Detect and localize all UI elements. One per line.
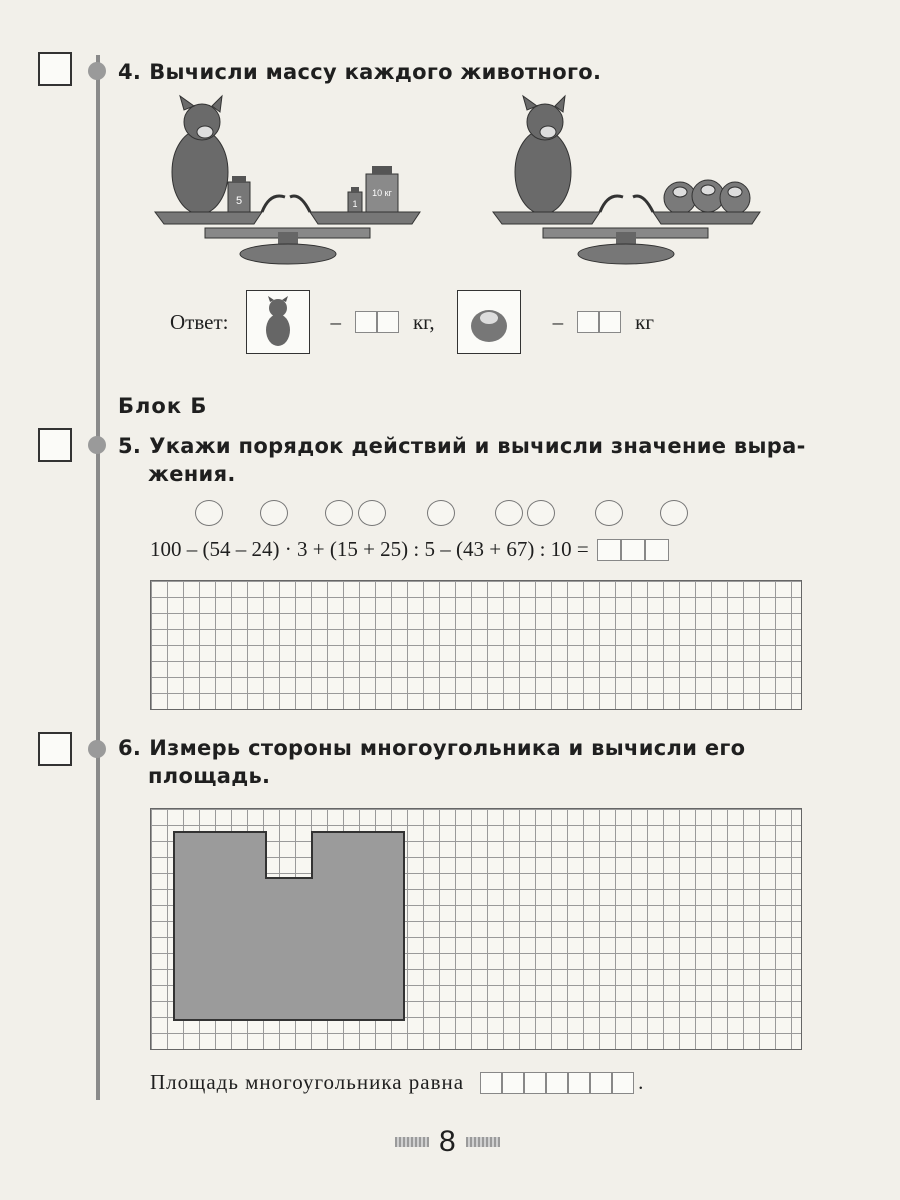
task5-answer-field[interactable] [597, 539, 669, 561]
task5-title-continuation: жения. [148, 462, 236, 486]
task4-title: 4. Вычисли массу каждого животного. [118, 60, 602, 84]
puppy-icon [465, 300, 513, 344]
puppy-answer-field[interactable] [577, 311, 621, 333]
polygon-shape [150, 808, 800, 1048]
page-bar-left [395, 1137, 429, 1147]
answer-label: Ответ: [170, 309, 229, 334]
unit-kg-2: кг [635, 309, 654, 334]
task5-checkbox[interactable] [38, 428, 72, 462]
unit-kg-1: кг, [412, 309, 435, 334]
page-number: 8 [439, 1125, 456, 1158]
task6-checkbox[interactable] [38, 732, 72, 766]
weight-10kg-icon [366, 166, 398, 212]
task5-expression: 100 – (54 – 24) · 3 + (15 + 25) : 5 – (43 + 67) : 10 = [150, 537, 589, 561]
order-circle[interactable] [358, 500, 386, 526]
area-answer-field[interactable] [480, 1072, 634, 1094]
dash-1: – [330, 309, 341, 334]
task5-expression-row [150, 537, 669, 562]
weight-1-icon [348, 187, 362, 212]
order-circle[interactable] [427, 500, 455, 526]
weight-1-label: 1 [352, 199, 358, 209]
order-circle[interactable] [595, 500, 623, 526]
area-period: . [638, 1070, 644, 1094]
scale-with-dog-illustration [150, 92, 425, 270]
area-label: Площадь многоугольника равна [150, 1070, 465, 1094]
task4-answer-row [170, 290, 654, 354]
weight-5-icon [228, 176, 250, 212]
order-circle[interactable] [495, 500, 523, 526]
puppies-icon [664, 180, 750, 214]
task5-workspace-grid[interactable] [150, 580, 802, 710]
order-circle[interactable] [527, 500, 555, 526]
task5-bullet-icon [88, 436, 106, 454]
order-circle[interactable] [660, 500, 688, 526]
task5-title: 5. Укажи порядок действий и вычисли значение выра- [118, 434, 806, 458]
task6-answer-row [150, 1070, 643, 1095]
dog-icon [256, 296, 300, 348]
page-footer [395, 1125, 500, 1159]
task6-title: 6. Измерь стороны многоугольника и вычисли его [118, 736, 746, 760]
block-b-heading: Блок Б [118, 394, 208, 418]
dog-answer-field[interactable] [355, 311, 399, 333]
task6-bullet-icon [88, 740, 106, 758]
weight-10kg-label: 10 кг [372, 188, 392, 198]
task4-bullet-icon [88, 62, 106, 80]
order-circle[interactable] [325, 500, 353, 526]
weight-5-label: 5 [235, 195, 243, 207]
task4-checkbox[interactable] [38, 52, 72, 86]
puppy-picture-box [457, 290, 521, 354]
margin-line [96, 55, 100, 1100]
dash-2: – [552, 309, 564, 334]
order-circle[interactable] [195, 500, 223, 526]
scale-with-dog-and-puppies-illustration [488, 92, 763, 270]
page-bar-right [466, 1137, 500, 1147]
task6-title-continuation: площадь. [148, 764, 271, 788]
order-circle[interactable] [260, 500, 288, 526]
dog-picture-box [246, 290, 310, 354]
